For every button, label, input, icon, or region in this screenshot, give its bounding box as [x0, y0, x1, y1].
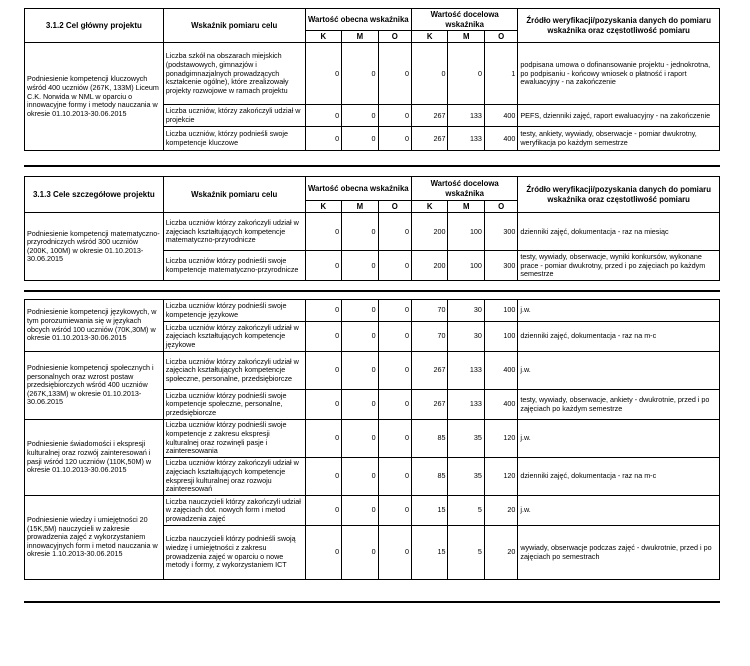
value-cell: 100: [484, 300, 517, 322]
value-cell: 0: [378, 352, 411, 390]
indicator-cell: Liczba uczniów którzy zakończyli udział w zajęciach kształtujących kompetencje matematyczno-przyrodnicze: [163, 213, 305, 251]
indicator-cell: Liczba uczniów którzy podnieśli swoje kompetencje językowe: [163, 300, 305, 322]
value-cell: 0: [305, 213, 341, 251]
value-cell: 0: [305, 420, 341, 458]
source-cell: j.w.: [518, 496, 720, 526]
k-header: K: [305, 31, 341, 43]
value-cell: 70: [411, 322, 447, 352]
value-cell: 1: [484, 43, 517, 105]
indicator-cell: Liczba szkół na obszarach miejskich (podstawowych, gimnazjów i ponadgimnazjalnych prowadzących kształcenie ogólne), które zrealizowały projekty rozwojowe w ramach projektu: [163, 43, 305, 105]
value-cell: 120: [484, 420, 517, 458]
value-cell: 0: [342, 390, 378, 420]
value-cell: 15: [411, 496, 447, 526]
k-header: K: [305, 201, 341, 213]
indicator-cell: Liczba nauczycieli którzy podnieśli swoją wiedzę i umiejętności z zakresu prowadzenia zajęć w oparciu o nowe metody i formy, z wykorzystaniem ICT: [163, 526, 305, 580]
value-cell: 400: [484, 105, 517, 127]
value-cell: 0: [342, 526, 378, 580]
source-cell: wywiady, obserwacje podczas zajęć - dwukrotnie, przed i po zajęciach po semestrach: [518, 526, 720, 580]
current-value-header: Wartość obecna wskaźnika: [305, 177, 411, 201]
value-cell: 0: [305, 322, 341, 352]
value-cell: 0: [342, 43, 378, 105]
source-cell: testy, wywiady, obserwacje, ankiety - dwukrotnie, przed i po zajęciach po każdym semestrze: [518, 390, 720, 420]
main-goal-table: [24, 8, 720, 151]
target-value-header: Wartość docelowa wskaźnika: [412, 9, 518, 31]
source-header: Źródło weryfikacji/pozyskania danych do pomiaru wskaźnika oraz częstotliwość pomiaru: [518, 9, 720, 43]
value-cell: 0: [342, 213, 378, 251]
indicator-cell: Liczba uczniów którzy podnieśli swoje kompetencje z zakresu ekspresji kulturalnej oraz rozwinęli pasje i zainteresowania: [163, 420, 305, 458]
table-title: 3.1.2 Cel główny projektu: [25, 9, 164, 43]
goal-cell: Podniesienie kompetencji społecznych i personalnych oraz wzrost postaw przedsiębiorczych wśród 400 uczniów (267K,133M) w okresie 01.10.2013-30.06.2015: [25, 352, 164, 420]
o-header: O: [484, 201, 517, 213]
value-cell: 5: [448, 526, 484, 580]
goal-cell: Podniesienie kompetencji matematyczno-przyrodniczych wśród 300 uczniów (200K, 100M) w okresie 01.10.2013-30.06.2015: [25, 213, 164, 281]
value-cell: 267: [411, 390, 447, 420]
value-cell: 0: [305, 352, 341, 390]
value-cell: 0: [378, 496, 411, 526]
indicator-cell: Liczba nauczycieli którzy zakończyli udział w zajęciach dot. nowych form i metod prowadzenia zajęć: [163, 496, 305, 526]
table-title: 3.1.3 Cele szczegółowe projektu: [25, 177, 164, 213]
indicator-cell: Liczba uczniów którzy podnieśli swoje kompetencje matematyczno-przyrodnicze: [163, 251, 305, 281]
value-cell: 267: [412, 127, 448, 151]
value-cell: 0: [378, 251, 411, 281]
m-header: M: [448, 31, 484, 43]
source-cell: dzienniki zajęć, dokumentacja - raz na m-c: [518, 458, 720, 496]
value-cell: 0: [378, 300, 411, 322]
value-cell: 0: [305, 43, 341, 105]
table-row: [25, 352, 720, 390]
value-cell: 20: [484, 496, 517, 526]
current-value-header: Wartość obecna wskaźnika: [305, 9, 411, 31]
value-cell: 267: [412, 105, 448, 127]
indicator-header: Wskaźnik pomiaru celu: [163, 9, 305, 43]
value-cell: 35: [448, 458, 484, 496]
value-cell: 0: [342, 251, 378, 281]
k-header: K: [412, 201, 448, 213]
divider: [24, 601, 720, 603]
source-cell: podpisana umowa o dofinansowanie projektu - jednokrotna, po podpisaniu - końcowy wniosek o płatność i raport ewaluacyjny - na zakończenie: [518, 43, 720, 105]
value-cell: 0: [305, 251, 341, 281]
value-cell: 120: [484, 458, 517, 496]
value-cell: 0: [305, 496, 341, 526]
source-cell: dzienniki zajęć, dokumentacja - raz na miesiąc: [518, 213, 720, 251]
indicator-cell: Liczba uczniów, którzy podnieśli swoje kompetencje kluczowe: [163, 127, 305, 151]
value-cell: 267: [411, 352, 447, 390]
value-cell: 5: [448, 496, 484, 526]
divider: [24, 290, 720, 292]
value-cell: 100: [448, 213, 484, 251]
value-cell: 0: [342, 300, 378, 322]
value-cell: 0: [305, 300, 341, 322]
value-cell: 0: [378, 420, 411, 458]
value-cell: 30: [448, 300, 484, 322]
o-header: O: [378, 31, 411, 43]
source-header: Źródło weryfikacji/pozyskania danych do pomiaru wskaźnika oraz częstotliwość pomiaru: [518, 177, 720, 213]
m-header: M: [342, 31, 378, 43]
indicator-cell: Liczba uczniów którzy podnieśli swoje kompetencje społeczne, personalne, przedsiębiorcze: [163, 390, 305, 420]
value-cell: 0: [412, 43, 448, 105]
value-cell: 0: [378, 127, 411, 151]
value-cell: 0: [448, 43, 484, 105]
indicator-cell: Liczba uczniów, którzy zakończyli udział w projekcie: [163, 105, 305, 127]
o-header: O: [484, 31, 517, 43]
table-row: [25, 213, 720, 251]
k-header: K: [412, 31, 448, 43]
value-cell: 0: [378, 213, 411, 251]
value-cell: 133: [448, 105, 484, 127]
source-cell: PEFS, dzienniki zajęć, raport ewaluacyjny - na zakończenie: [518, 105, 720, 127]
value-cell: 400: [484, 127, 517, 151]
value-cell: 0: [378, 458, 411, 496]
value-cell: 0: [305, 526, 341, 580]
value-cell: 0: [342, 420, 378, 458]
value-cell: 200: [412, 213, 448, 251]
value-cell: 100: [448, 251, 484, 281]
source-cell: testy, wywiady, obserwacje, wyniki konkursów, wykonane prace - pomiar dwukrotny, przed i po zajęciach po każdym semestrze: [518, 251, 720, 281]
value-cell: 0: [342, 127, 378, 151]
source-cell: dzienniki zajęć, dokumentacja - raz na m-c: [518, 322, 720, 352]
value-cell: 0: [378, 390, 411, 420]
value-cell: 0: [342, 458, 378, 496]
o-header: O: [378, 201, 411, 213]
value-cell: 0: [305, 390, 341, 420]
value-cell: 35: [448, 420, 484, 458]
goal-cell: Podniesienie kompetencji kluczowych wśród 400 uczniów (267K, 133M) Liceum C.K. Norwida w NML w oparciu o innowacyjne formy i metody nauczania w okresie 01.10.2013-30.06.2015: [25, 43, 164, 151]
source-cell: j.w.: [518, 420, 720, 458]
value-cell: 100: [484, 322, 517, 352]
divider: [24, 165, 720, 167]
indicator-cell: Liczba uczniów którzy zakończyli udział w zajęciach kształtujących kompetencje ekspresji kulturalnej oraz rozwoju zainteresowań: [163, 458, 305, 496]
indicator-cell: Liczba uczniów którzy zakończyli udział w zajęciach kształtujących kompetencje językowe: [163, 322, 305, 352]
value-cell: 400: [484, 390, 517, 420]
value-cell: 133: [448, 390, 484, 420]
value-cell: 0: [305, 105, 341, 127]
m-header: M: [342, 201, 378, 213]
table-row: [25, 300, 720, 322]
value-cell: 300: [484, 213, 517, 251]
specific-goals-table: [24, 176, 720, 281]
value-cell: 85: [411, 458, 447, 496]
table-row: [25, 420, 720, 458]
specific-goals-continued-table: [24, 299, 720, 580]
value-cell: 0: [305, 458, 341, 496]
value-cell: 70: [411, 300, 447, 322]
source-cell: testy, ankiety, wywiady, obserwacje - pomiar dwukrotny, weryfikacja po każdym semestrze: [518, 127, 720, 151]
value-cell: 20: [484, 526, 517, 580]
value-cell: 0: [342, 322, 378, 352]
table-row: [25, 43, 720, 105]
indicator-cell: Liczba uczniów którzy zakończyli udział w zajęciach kształtujących kompetencje społeczne, personalne, przedsiębiorcze: [163, 352, 305, 390]
target-value-header: Wartość docelowa wskaźnika: [412, 177, 518, 201]
value-cell: 200: [412, 251, 448, 281]
source-cell: j.w.: [518, 352, 720, 390]
goal-cell: Podniesienie wiedzy i umiejętności 20 (15K,5M) nauczycieli w zakresie prowadzenia zajęć z wykorzystaniem innowacyjnych form i metod nauczania w okresie 1.10.2013-30.06.2015: [25, 496, 164, 580]
source-cell: j.w.: [518, 300, 720, 322]
value-cell: 0: [378, 526, 411, 580]
value-cell: 0: [305, 127, 341, 151]
value-cell: 0: [342, 496, 378, 526]
value-cell: 30: [448, 322, 484, 352]
value-cell: 15: [411, 526, 447, 580]
m-header: M: [448, 201, 484, 213]
value-cell: 0: [378, 43, 411, 105]
value-cell: 0: [342, 352, 378, 390]
value-cell: 133: [448, 352, 484, 390]
value-cell: 0: [342, 105, 378, 127]
value-cell: 0: [378, 105, 411, 127]
indicator-header: Wskaźnik pomiaru celu: [163, 177, 305, 213]
value-cell: 400: [484, 352, 517, 390]
goal-cell: Podniesienie kompetencji językowych, w tym porozumiewania się w językach obcych wśród 100 uczniów (70K,30M) w okresie 01.10.2013-30.06.2015: [25, 300, 164, 352]
value-cell: 0: [378, 322, 411, 352]
value-cell: 85: [411, 420, 447, 458]
goal-cell: Podniesienie świadomości i ekspresji kulturalnej oraz rozwój zainteresowań i pasji wśród 120 uczniów (110K,50M) w okresie 01.10.2013-30.06.2015: [25, 420, 164, 496]
value-cell: 300: [484, 251, 517, 281]
value-cell: 133: [448, 127, 484, 151]
table-row: [25, 496, 720, 526]
